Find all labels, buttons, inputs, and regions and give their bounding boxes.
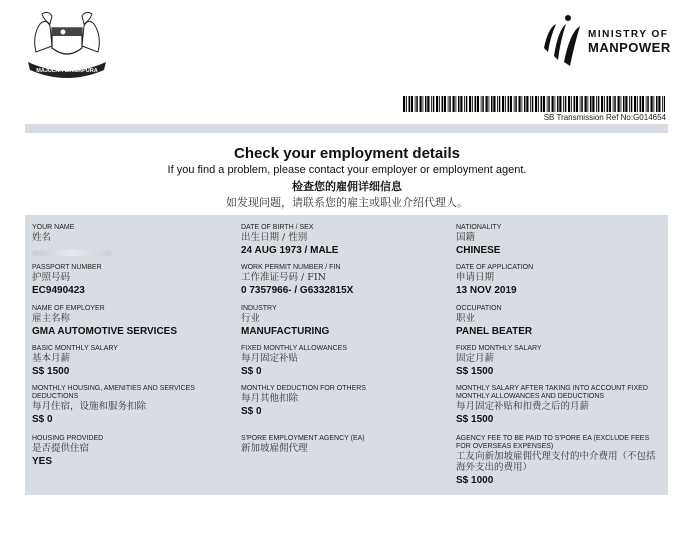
field-value: S$ 1500: [32, 366, 70, 377]
field-value: S$ 0: [241, 406, 262, 417]
field-label: DATE OF BIRTH / SEX: [241, 224, 314, 231]
field-label-cn: 行业: [241, 313, 261, 324]
field-label: WORK PERMIT NUMBER / FIN: [241, 264, 341, 271]
field-agency-fee: [456, 435, 661, 487]
field-label: INDUSTRY: [241, 305, 277, 312]
field-other-deductions: [241, 385, 451, 418]
field-value: S$ 1500: [456, 414, 494, 425]
field-fixed-salary: [456, 345, 661, 378]
barcode-image: [403, 96, 665, 112]
field-label-cn: 是否提供住宿: [32, 443, 90, 454]
divider-band: [25, 124, 668, 133]
field-nationality: [456, 224, 661, 257]
details-panel: [25, 215, 668, 495]
field-label: FIXED MONTHLY ALLOWANCES: [241, 345, 348, 352]
field-label-cn: 护照号码: [32, 272, 71, 283]
field-label: YOUR NAME: [32, 224, 75, 231]
field-label: MONTHLY HOUSING, AMENITIES AND SERVICES DEDUCTIONS: [32, 385, 195, 400]
field-value: S$ 0: [241, 366, 262, 377]
field-value: S$ 1500: [456, 366, 494, 377]
page-title: Check your employment details: [234, 145, 460, 162]
field-label: PASSPORT NUMBER: [32, 264, 102, 271]
field-label-cn: 姓名: [32, 232, 52, 243]
field-value: MANUFACTURING: [241, 326, 330, 337]
field-value: GMA AUTOMOTIVE SERVICES: [32, 326, 178, 337]
field-label-cn: 工友向新加坡雇佣代理支付的中介费用（不包括海外支出的费用）: [456, 451, 656, 473]
field-label-cn: 固定月薪: [456, 353, 495, 364]
field-label-cn: 每月固定补贴和扣费之后的月薪: [456, 401, 590, 412]
field-label: DATE OF APPLICATION: [456, 264, 534, 271]
field-net-salary: [456, 385, 661, 426]
field-occupation: [456, 305, 661, 338]
field-label-cn: 出生日期 / 性别: [241, 232, 308, 243]
transmission-ref: SB Transmission Ref No:G014654: [543, 113, 666, 122]
page-title-cn: 检查您的雇佣详细信息: [292, 180, 402, 193]
field-housing-provided: [32, 435, 232, 468]
singapore-crest-logo: [22, 8, 112, 80]
field-label: MONTHLY DEDUCTION FOR OTHERS: [241, 385, 366, 392]
field-value: 0 7357966- / G6332815X: [241, 285, 354, 296]
page-subtitle-cn: 如发现问题，请联系您的雇主或职业介绍代理人。: [226, 196, 468, 209]
field-label-cn: 新加坡雇佣代理: [241, 443, 308, 454]
field-fixed-allowances: [241, 345, 451, 378]
mom-logo-text: [588, 30, 671, 54]
field-value: 13 NOV 2019: [456, 285, 517, 296]
field-name: [32, 224, 232, 261]
field-label-cn: 国籍: [456, 232, 476, 243]
field-value: CHINESE: [456, 245, 501, 256]
field-employer: [32, 305, 232, 338]
field-housing-deductions: [32, 385, 227, 426]
field-label: HOUSING PROVIDED: [32, 435, 104, 442]
field-value: 24 AUG 1973 / MALE: [241, 245, 339, 256]
field-label-cn: 基本月薪: [32, 353, 71, 364]
field-label-cn: 每月住宿，设施和服务扣除: [32, 401, 147, 412]
field-application-date: [456, 264, 661, 297]
field-basic-salary: [32, 345, 232, 378]
field-value: S$ 1000: [456, 475, 494, 486]
logo-line1: MINISTRY OF: [588, 29, 669, 40]
field-label: NATIONALITY: [456, 224, 502, 231]
field-label: AGENCY FEE TO BE PAID TO S'PORE EA (EXCLUDE FEES FOR OVERSEAS EXPENSES): [456, 435, 650, 450]
redacted-name: [32, 250, 112, 256]
field-label-cn: 职业: [456, 313, 476, 324]
field-permit: [241, 264, 451, 297]
field-label: S'PORE EMPLOYMENT AGENCY (EA): [241, 435, 365, 442]
field-agency: [241, 435, 451, 456]
field-label-cn: 申请日期: [456, 272, 495, 283]
field-label-cn: 每月固定补贴: [241, 353, 299, 364]
field-label-cn: 雇主名称: [32, 313, 71, 324]
field-industry: [241, 305, 451, 338]
field-label: BASIC MONTHLY SALARY: [32, 345, 118, 352]
field-label: FIXED MONTHLY SALARY: [456, 345, 542, 352]
page-subtitle: If you find a problem, please contact your employer or employment agent.: [167, 164, 527, 176]
field-label: OCCUPATION: [456, 305, 502, 312]
field-value: S$ 0: [32, 414, 53, 425]
field-value: EC9490423: [32, 285, 85, 296]
field-passport: [32, 264, 232, 297]
logo-line2: MANPOWER: [588, 39, 671, 55]
field-label-cn: 每月其他扣除: [241, 393, 299, 404]
crest-motto: MAJULAH SINGAPURA: [36, 68, 98, 74]
field-value: YES: [32, 456, 53, 467]
field-label-cn: 工作准证号码 / FIN: [241, 272, 326, 283]
field-label: NAME OF EMPLOYER: [32, 305, 105, 312]
field-dob: [241, 224, 451, 257]
field-value: PANEL BEATER: [456, 326, 533, 337]
field-label: MONTHLY SALARY AFTER TAKING INTO ACCOUNT FIXED MONTHLY ALLOWANCES AND DEDUCTIONS: [456, 385, 648, 400]
